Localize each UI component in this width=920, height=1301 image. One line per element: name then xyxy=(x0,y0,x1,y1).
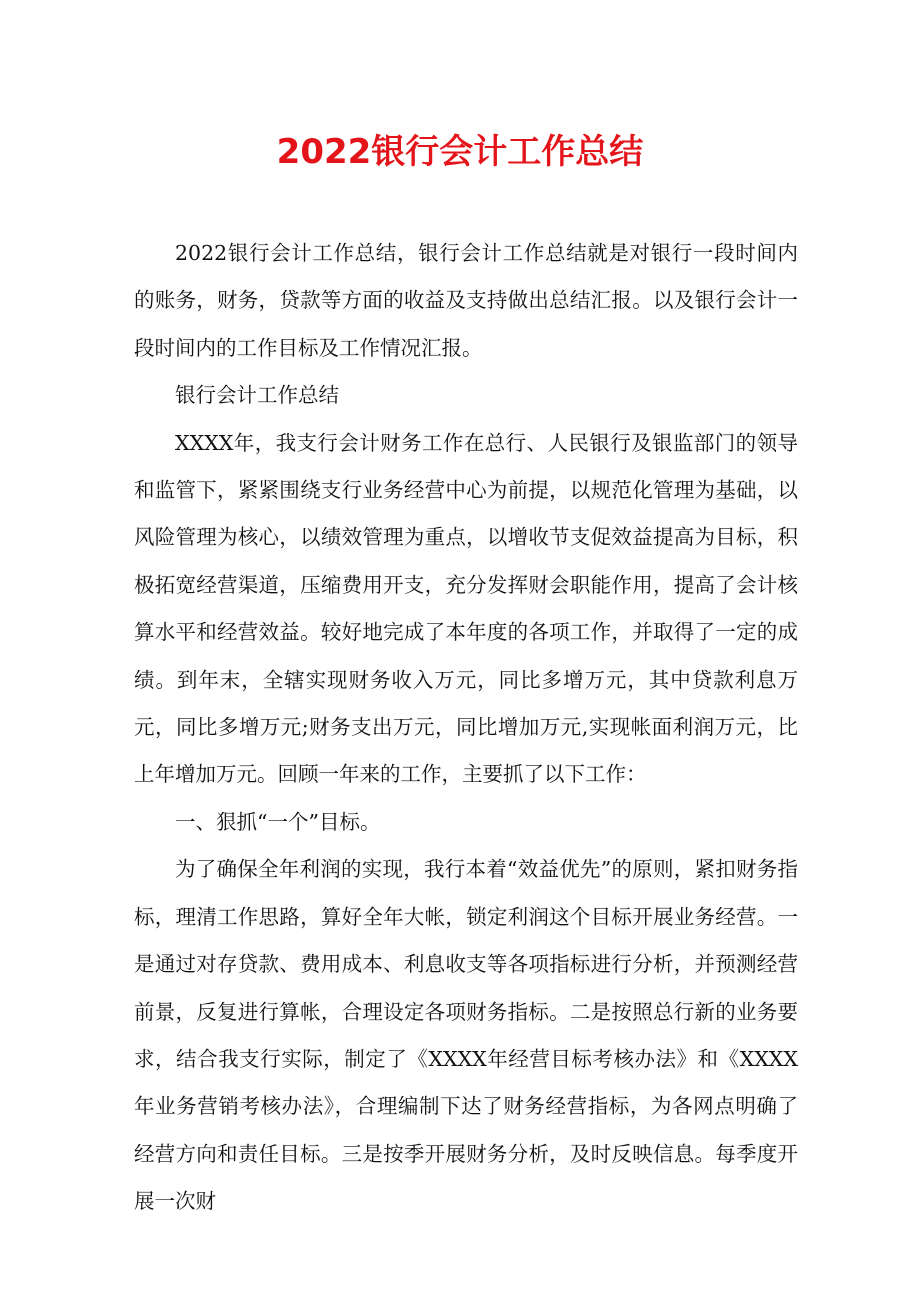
paragraph-section-one: 为了确保全年利润的实现，我行本着“效益优先”的原则，紧扣财务指标，理清工作思路，算好全年大帐，锁定利润这个目标开展业务经营。一是通过对存贷款、费用成本、利息收支等各项指标进行分析，并预测经营前景，反复进行算帐，合理设定各项财务指标。二是按照总行新的业务要求，结合我支行实际，制定了《XXXX年经营目标考核办法》和《XXXX年业务营销考核办法》，合理编制下达了财务经营指标，为各网点明确了经营方向和责任目标。三是按季开展财务分析，及时反映信息。每季度开展一次财 xyxy=(134,857,798,1214)
paragraph-intro: 2022银行会计工作总结，银行会计工作总结就是对银行一段时间内的账务，财务，贷款等方面的收益及支持做出总结汇报。以及银行会计一段时间内的工作目标及工作情况汇报。 xyxy=(134,241,798,360)
document-body xyxy=(134,230,798,1226)
section-heading-one: 一、狠抓“一个”目标。 xyxy=(175,809,381,834)
paragraph-summary: XXXX年，我支行会计财务工作在总行、人民银行及银监部门的领导和监管下，紧紧围绕支行业务经营中心为前提，以规范化管理为基础，以风险管理为核心，以绩效管理为重点，以增收节支促效益提高为目标，积极拓宽经营渠道，压缩费用开支，充分发挥财会职能作用，提高了会计核算水平和经营效益。较好地完成了本年度的各项工作，并取得了一定的成绩。到年末，全辖实现财务收入万元，同比多增万元，其中贷款利息万元，同比多增万元;财务支出万元，同比增加万元,实现帐面利润万元，比上年增加万元。回顾一年来的工作，主要抓了以下工作： xyxy=(134,430,798,787)
paragraph-subtitle: 银行会计工作总结 xyxy=(175,383,339,408)
document-title: 2022银行会计工作总结 xyxy=(276,132,644,172)
